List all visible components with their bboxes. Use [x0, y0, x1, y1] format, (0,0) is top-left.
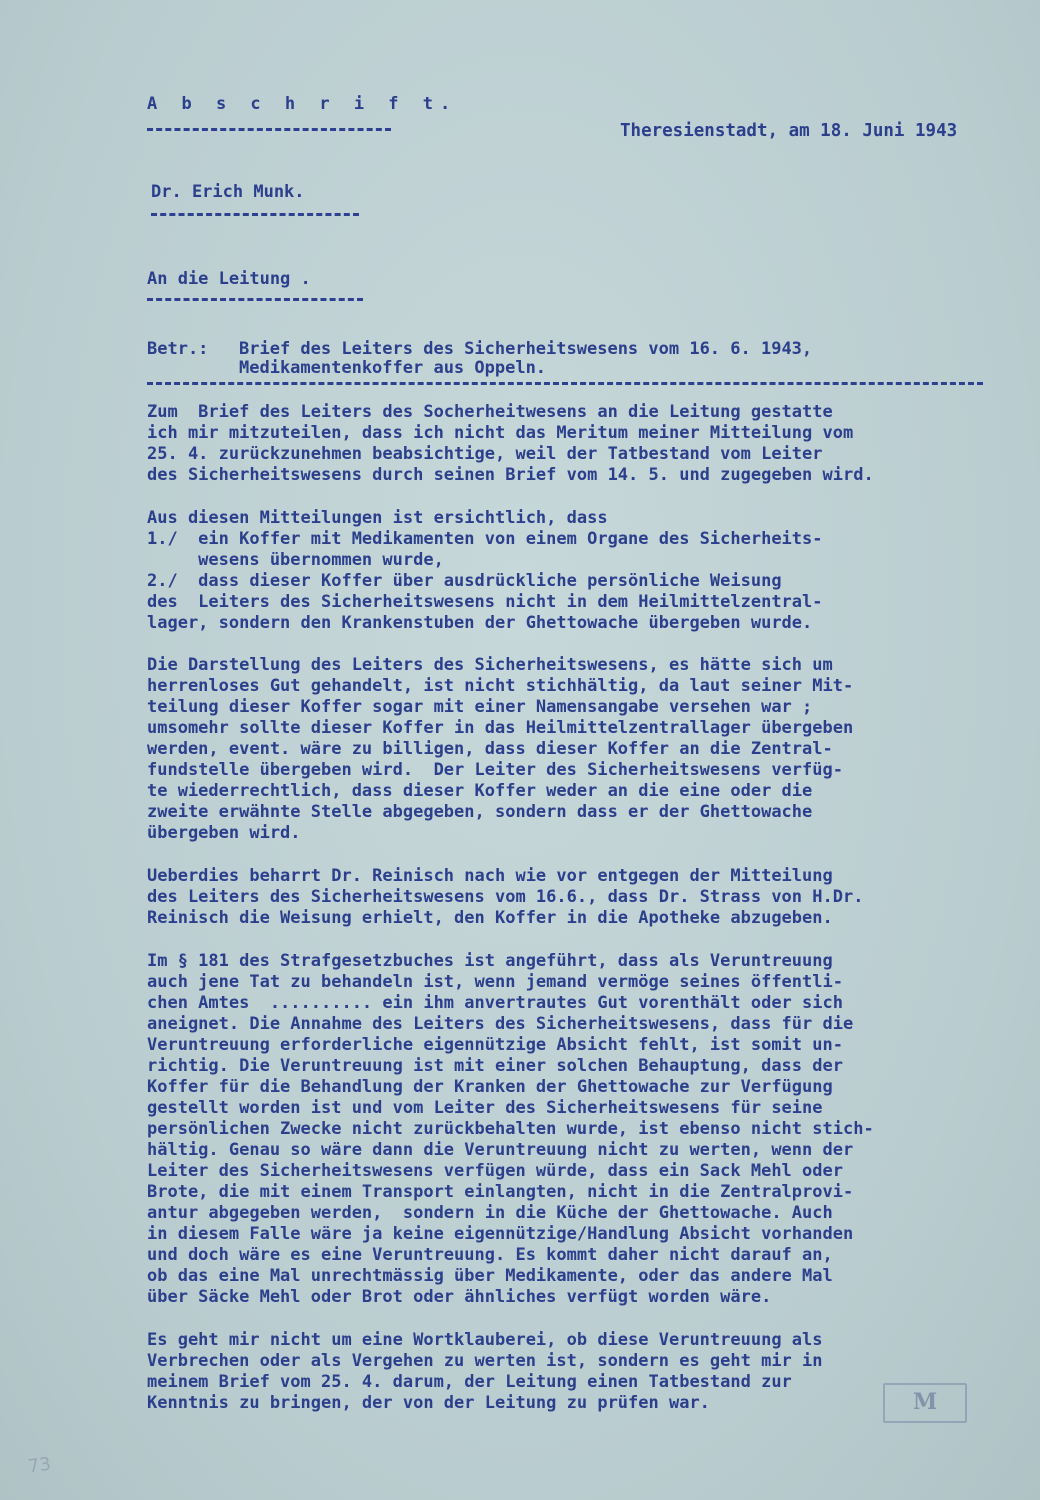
text-line: in diesem Falle wäre ja keine eigennützige/Handlung Absicht vorhanden: [147, 1224, 854, 1244]
text-line: richtig. Die Veruntreuung ist mit einer solchen Behauptung, dass der: [147, 1056, 843, 1076]
text-line: 25. 4. zurückzunehmen beabsichtige, weil der Tatbestand vom Leiter: [147, 444, 823, 464]
text-line: des Leiters des Sicherheitswesens vom 16.6., dass Dr. Strass von H.Dr.: [147, 887, 864, 907]
recipient-underline: [147, 298, 363, 301]
text-line: fundstelle übergeben wird. Der Leiter des Sicherheitswesens verfüg-: [147, 760, 843, 780]
text-line: meinem Brief vom 25. 4. darum, der Leitung einen Tatbestand zur: [147, 1372, 792, 1392]
text-line: Ueberdies beharrt Dr. Reinisch nach wie vor entgegen der Mitteilung: [147, 866, 833, 886]
text-line: Veruntreuung erforderliche eigennützige Absicht fehlt, ist somit un-: [147, 1035, 843, 1055]
text-line: Brote, die mit einem Transport einlangten, nicht in die Zentralprovi-: [147, 1182, 854, 1202]
text-line: ich mir mitzuteilen, dass ich nicht das Meritum meiner Mitteilung vom: [147, 423, 854, 443]
document-title: A b s c h r i f t.: [147, 94, 458, 114]
text-line: des Leiters des Sicherheitswesens nicht in dem Heilmittelzentral-: [147, 592, 823, 612]
archive-stamp: M: [883, 1383, 967, 1423]
subject-line-1: Brief des Leiters des Sicherheitswesens vom 16. 6. 1943,: [239, 339, 813, 359]
subject-label: Betr.:: [147, 339, 209, 359]
text-line: lager, sondern den Krankenstuben der Ghettowache übergeben wurde.: [147, 613, 813, 633]
text-line: Zum Brief des Leiters des Socherheitwesens an die Leitung gestatte: [147, 402, 833, 422]
text-line: werden, event. wäre zu billigen, dass dieser Koffer an die Zentral-: [147, 739, 833, 759]
text-line: übergeben wird.: [147, 823, 301, 843]
text-line: zweite erwähnte Stelle abgegeben, sondern dass er der Ghettowache: [147, 802, 813, 822]
text-line: Es geht mir nicht um eine Wortklauberei, ob diese Veruntreuung als: [147, 1330, 823, 1350]
text-line: wesens übernommen wurde,: [147, 550, 444, 570]
text-line: Die Darstellung des Leiters des Sicherheitswesens, es hätte sich um: [147, 655, 833, 675]
text-line: Aus diesen Mitteilungen ist ersichtlich, dass: [147, 508, 608, 528]
text-line: auch jene Tat zu behandeln ist, wenn jemand vermöge seines öffentli-: [147, 972, 843, 992]
text-line: aneignet. Die Annahme des Leiters des Sicherheitswesens, dass für die: [147, 1014, 854, 1034]
text-line: herrenloses Gut gehandelt, ist nicht stichhältig, da laut seiner Mit-: [147, 676, 854, 696]
text-line: über Säcke Mehl oder Brot oder ähnliches verfügt worden wäre.: [147, 1287, 772, 1307]
recipient: An die Leitung .: [147, 269, 311, 289]
text-line: des Sicherheitswesens durch seinen Brief vom 14. 5. und zugegeben wird.: [147, 465, 874, 485]
title-underline: [147, 128, 391, 131]
text-line: gestellt worden ist und vom Leiter des Sicherheitswesens für seine: [147, 1098, 823, 1118]
pencil-mark: 73: [26, 1453, 53, 1478]
text-line: Verbrechen oder als Vergehen zu werten ist, sondern es geht mir in: [147, 1351, 823, 1371]
text-line: persönlichen Zwecke nicht zurückbehalten wurde, ist ebenso nicht stich-: [147, 1119, 874, 1139]
place-date: Theresienstadt, am 18. Juni 1943: [620, 121, 958, 141]
text-line: 1./ ein Koffer mit Medikamenten von einem Organe des Sicherheits-: [147, 529, 823, 549]
text-line: Koffer für die Behandlung der Kranken der Ghettowache zur Verfügung: [147, 1077, 833, 1097]
subject-line-2: Medikamentenkoffer aus Oppeln.: [239, 358, 547, 378]
text-line: Kenntnis zu bringen, der von der Leitung zu prüfen war.: [147, 1393, 710, 1413]
subject-underline: [147, 382, 983, 385]
text-line: ob das eine Mal unrechtmässig über Medikamente, oder das andere Mal: [147, 1266, 833, 1286]
text-line: teilung dieser Koffer sogar mit einer Namensangabe versehen war ;: [147, 697, 813, 717]
author-underline: [151, 213, 359, 216]
text-line: antur abgegeben werden, sondern in die Küche der Ghettowache. Auch: [147, 1203, 833, 1223]
text-line: te wiederrechtlich, dass dieser Koffer weder an die eine oder die: [147, 781, 813, 801]
text-line: 2./ dass dieser Koffer über ausdrückliche persönliche Weisung: [147, 571, 782, 591]
text-line: umsomehr sollte dieser Koffer in das Heilmittelzentrallager übergeben: [147, 718, 854, 738]
text-line: hältig. Genau so wäre dann die Veruntreuung nicht zu werten, wenn der: [147, 1140, 854, 1160]
text-line: Leiter des Sicherheitswesens verfügen würde, dass ein Sack Mehl oder: [147, 1161, 843, 1181]
text-line: chen Amtes .......... ein ihm anvertrautes Gut vorenthält oder sich: [147, 993, 843, 1013]
text-line: und doch wäre es eine Veruntreuung. Es kommt daher nicht darauf an,: [147, 1245, 833, 1265]
author-name: Dr. Erich Munk.: [151, 182, 305, 202]
text-line: Im § 181 des Strafgesetzbuches ist angeführt, dass als Veruntreuung: [147, 951, 833, 971]
text-line: Reinisch die Weisung erhielt, den Koffer in die Apotheke abzugeben.: [147, 908, 833, 928]
